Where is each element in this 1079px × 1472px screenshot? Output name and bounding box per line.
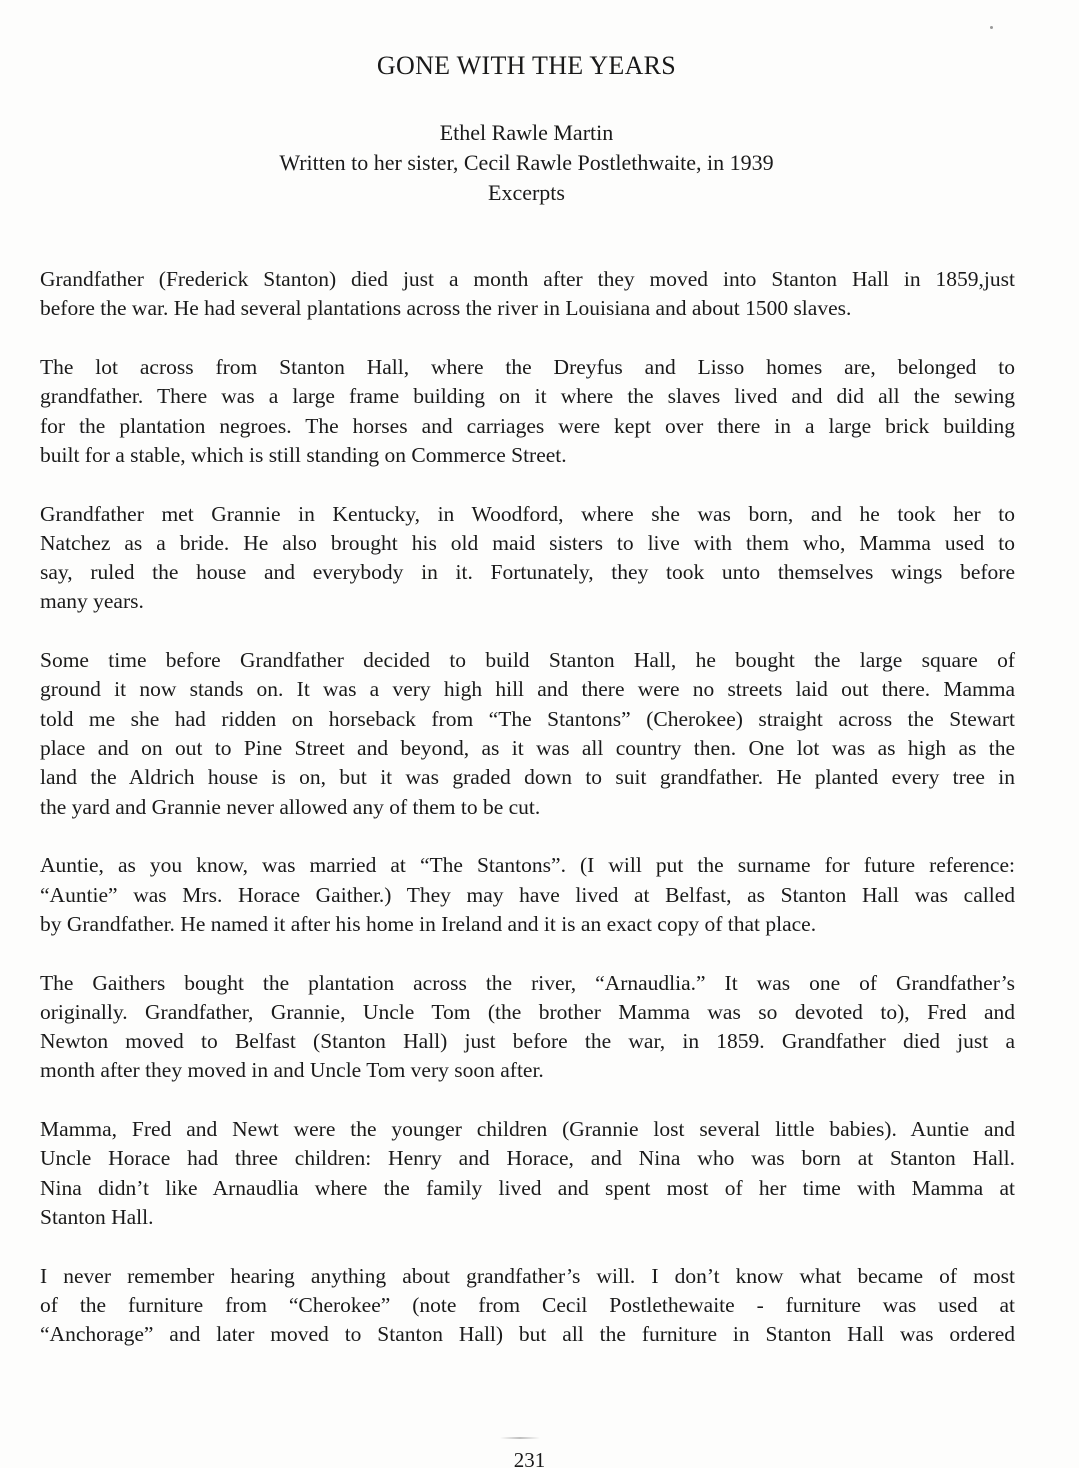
- text-line: place and on out to Pine Street and beyond, as it was all country then. One lot was as high as the: [40, 736, 1015, 761]
- excerpts-label: Excerpts: [488, 180, 565, 205]
- text-line: Natchez as a bride. He also brought his old maid sisters to live with them who, Mamma used to: [40, 530, 1015, 555]
- text-line: many years.: [40, 589, 144, 614]
- text-line: Grandfather (Frederick Stanton) died just a month after they moved into Stanton Hall in 1859,just: [40, 267, 1015, 291]
- document-title: GONE WITH THE YEARS: [376, 51, 677, 80]
- text-line: Stanton Hall.: [40, 1205, 154, 1230]
- text-line: Uncle Horace had three children: Henry and Horace, and Nina who was born at Stanton Hall.: [40, 1146, 1015, 1171]
- text-line: for the plantation negroes. The horses and carriages were kept over there in a large brick building: [40, 413, 1015, 438]
- dedication-line: Written to her sister, Cecil Rawle Postlethwaite, in 1939: [279, 150, 774, 175]
- text-line: the yard and Grannie never allowed any of them to be cut.: [40, 794, 541, 819]
- text-line: Auntie, as you know, was married at “The Stantons”. (I will put the surname for future reference:: [40, 853, 1015, 878]
- text-line: land the Aldrich house is on, but it was graded down to suit grandfather. He planted every tree in: [40, 765, 1015, 790]
- text-line: “Auntie” was Mrs. Horace Gaither.) They may have lived at Belfast, as Stanton Hall was called: [40, 882, 1015, 907]
- text-line: before the war. He had several plantations across the river in Louisiana and about 1500 slaves.: [40, 296, 852, 321]
- text-line: The lot across from Stanton Hall, where the Dreyfus and Lisso homes are, belonged to: [40, 354, 1015, 379]
- text-line: by Grandfather. He named it after his home in Ireland and it is an exact copy of that place.: [40, 911, 817, 936]
- paragraph: [40, 265, 1015, 324]
- text-line: Grandfather met Grannie in Kentucky, in Woodford, where she was born, and he took her to: [40, 501, 1015, 526]
- text-line: “Anchorage” and later moved to Stanton Hall) but all the furniture in Stanton Hall was ordered: [40, 1322, 1015, 1347]
- paragraph: [40, 500, 1015, 617]
- paragraph: [40, 353, 1015, 470]
- text-line: Some time before Grandfather decided to build Stanton Hall, he bought the large square of: [40, 648, 1015, 673]
- paragraph: [40, 969, 1015, 1086]
- text-line: say, ruled the house and everybody in it. Fortunately, they took unto themselves wings before: [40, 560, 1015, 585]
- text-line: ground it now stands on. It was a very high hill and there were no streets laid out there. Mamma: [40, 677, 1015, 702]
- paragraph: [40, 851, 1015, 939]
- scan-mark: [500, 1437, 540, 1439]
- text-line: I never remember hearing anything about grandfather’s will. I don’t know what became of most: [40, 1263, 1015, 1288]
- page-number: 231: [513, 1448, 546, 1472]
- author-line: Ethel Rawle Martin: [439, 120, 614, 145]
- text-line: told me she had ridden on horseback from “The Stantons” (Cherokee) straight across the Stewart: [40, 706, 1015, 731]
- paragraph: [40, 646, 1015, 822]
- paragraph: [40, 1115, 1015, 1232]
- text-line: Newton moved to Belfast (Stanton Hall) just before the war, in 1859. Grandfather died just a: [40, 1029, 1015, 1054]
- document-body: [40, 265, 1015, 1379]
- text-line: grandfather. There was a large frame building on it where the slaves lived and did all the sewing: [40, 384, 1015, 409]
- text-line: The Gaithers bought the plantation across the river, “Arnaudlia.” It was one of Grandfather’s: [40, 970, 1015, 995]
- scan-speck: [990, 26, 993, 29]
- text-line: of the furniture from “Cherokee” (note from Cecil Postlethewaite - furniture was used at: [40, 1293, 1015, 1318]
- text-line: built for a stable, which is still standing on Commerce Street.: [40, 442, 567, 467]
- text-line: originally. Grandfather, Grannie, Uncle Tom (the brother Mamma was so devoted to), Fred and: [40, 999, 1015, 1024]
- text-line: Mamma, Fred and Newt were the younger children (Grannie lost several little babies). Auntie and: [40, 1117, 1015, 1142]
- text-line: Nina didn’t like Arnaudlia where the family lived and spent most of her time with Mamma at: [40, 1175, 1015, 1200]
- paragraph: [40, 1262, 1015, 1350]
- text-line: month after they moved in and Uncle Tom very soon after.: [40, 1058, 544, 1083]
